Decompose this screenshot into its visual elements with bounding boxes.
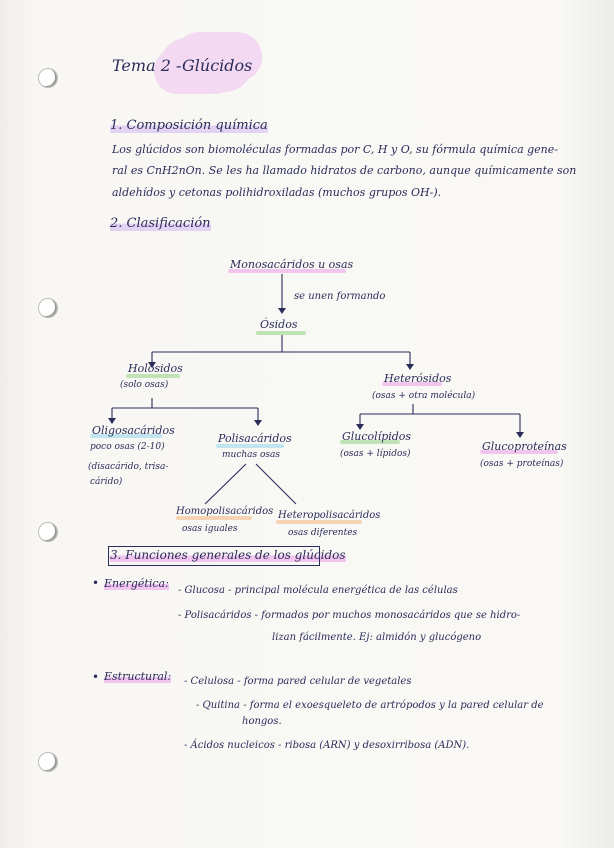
function-line: - Celulosa - forma pared celular de vegetales — [184, 676, 412, 687]
tree-node-note: muchas osas — [222, 450, 281, 460]
bullet-icon: • — [92, 576, 100, 590]
tree-node-note: (osas + proteínas) — [480, 459, 564, 469]
heading-box — [108, 546, 320, 566]
tree-node-heterosidos: Heterósidos — [384, 372, 452, 385]
tree-node-osidos: Ósidos — [260, 318, 298, 331]
tree-node-note: osas diferentes — [288, 528, 358, 538]
function-line: - Ácidos nucleicos - ribosa (ARN) y desoxirribosa (ADN). — [184, 740, 470, 751]
tree-node-root: Monosacáridos u osas — [230, 258, 354, 271]
tree-node-note: poco osas (2-10) — [90, 442, 165, 452]
tree-node-note: osas iguales — [182, 524, 238, 534]
tree-node-note: (osas + otra molécula) — [372, 391, 476, 401]
section-heading: 1. Composición química — [110, 118, 268, 133]
paragraph-line: ral es CnH2nOn. Se les ha llamado hidratos de carbono, aunque químicamente son — [112, 164, 577, 177]
page-title: Glúcidos — [182, 56, 253, 75]
tree-node-glucoproteinas: Glucoproteínas — [482, 440, 567, 453]
function-line: lizan fácilmente. Ej: almidón y glucógeno — [272, 632, 482, 643]
section-heading: 2. Clasificación — [110, 216, 211, 231]
section-heading: 3. Funciones generales de los glúcidos — [110, 548, 346, 562]
tree-edge-label: se unen formando — [294, 291, 386, 302]
tree-node-holosidos: Holósidos — [128, 362, 183, 375]
tree-node-homopolisacaridos: Homopolisacáridos — [176, 506, 274, 517]
tree-node-polisacaridos: Polisacáridos — [218, 432, 292, 445]
tree-node-note: cárido) — [90, 477, 123, 487]
bullet-icon: • — [92, 670, 100, 684]
tree-node-note: (disacárido, trisa- — [88, 462, 169, 472]
paragraph-line: Los glúcidos son biomoléculas formadas por C, H y O, su fórmula química gene- — [112, 143, 558, 156]
tree-node-note: (solo osas) — [120, 380, 169, 390]
function-line: - Polisacáridos - formados por muchos monosacáridos que se hidro- — [178, 610, 521, 621]
tree-node-glucolipidos: Glucolípidos — [342, 430, 412, 443]
tree-node-heteropolisacaridos: Heteropolisacáridos — [278, 510, 381, 521]
function-label-energetica: Energética: — [104, 577, 169, 590]
function-line: hongos. — [242, 716, 282, 727]
function-line: - Quitina - forma el exoesqueleto de artrópodos y la pared celular de — [196, 700, 544, 711]
function-line: - Glucosa - principal molécula energética de las células — [178, 585, 458, 596]
paragraph-line: aldehídos y cetonas polihidroxiladas (muchos grupos OH-). — [112, 186, 442, 199]
tree-node-oligosacaridos: Oligosacáridos — [92, 424, 175, 437]
function-label-estructural: Estructural: — [104, 670, 172, 683]
title-prefix: Tema 2 - — [112, 56, 182, 75]
tree-node-note: (osas + lípidos) — [340, 449, 411, 459]
